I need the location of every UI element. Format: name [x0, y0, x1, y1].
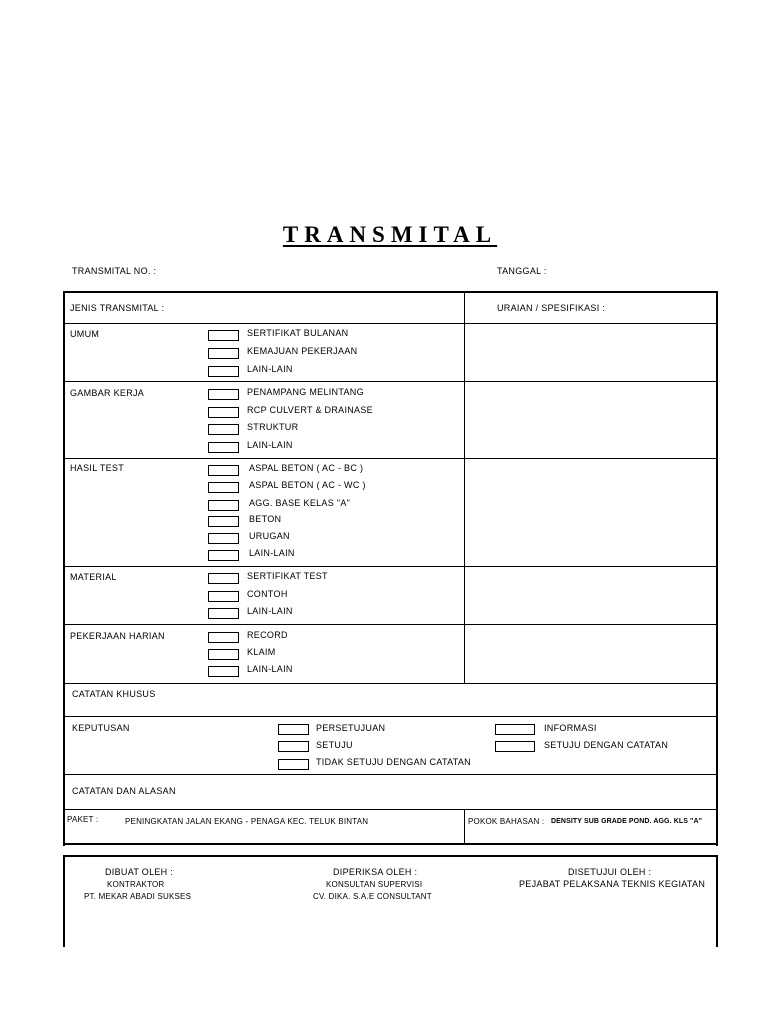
paket-value: PENINGKATAN JALAN EKANG - PENAGA KEC. TELUK BINTAN: [125, 817, 369, 826]
row-divider: [63, 683, 717, 684]
row-divider: [63, 323, 717, 324]
checkbox-record[interactable]: [208, 632, 239, 643]
checkbox-setuju-dengan-catatan[interactable]: [495, 741, 535, 752]
uraian-label: URAIAN / SPESIFIKASI :: [497, 303, 606, 313]
pejabat-role: PEJABAT PELAKSANA TEKNIS KEGIATAN: [519, 879, 706, 889]
option-label: URUGAN: [249, 531, 290, 541]
option-label: LAIN-LAIN: [247, 440, 293, 450]
checkbox-tidak-setuju[interactable]: [278, 759, 309, 770]
option-label: SETUJU: [316, 740, 353, 750]
checkbox-agg-base[interactable]: [208, 500, 239, 511]
checkbox-aspal-beton-bc[interactable]: [208, 465, 239, 476]
option-label: LAIN-LAIN: [247, 606, 293, 616]
checkbox-harian-lain-lain[interactable]: [208, 666, 239, 677]
row-divider: [63, 458, 717, 459]
kontraktor-role: KONTRAKTOR: [107, 880, 165, 889]
row-divider: [63, 716, 717, 717]
keputusan-label: KEPUTUSAN: [72, 723, 130, 733]
row-divider: [63, 566, 717, 567]
checkbox-struktur[interactable]: [208, 424, 239, 435]
table-bottom-border: [63, 843, 717, 845]
signature-right-border: [716, 855, 718, 947]
checkbox-kemajuan-pekerjaan[interactable]: [208, 348, 239, 359]
disetujui-oleh-heading: DISETUJUI OLEH :: [568, 867, 652, 877]
checkbox-informasi[interactable]: [495, 724, 535, 735]
checkbox-contoh[interactable]: [208, 591, 239, 602]
pokok-bahasan-value: DENSITY SUB GRADE POND. AGG. KLS "A": [551, 818, 703, 825]
checkbox-persetujuan[interactable]: [278, 724, 309, 735]
group-label-gambar-kerja: GAMBAR KERJA: [70, 388, 145, 398]
pokok-bahasan-label: POKOK BAHASAN :: [468, 817, 545, 826]
group-label-material: MATERIAL: [70, 572, 117, 582]
konsultan-role: KONSULTAN SUPERVISI: [326, 880, 423, 889]
transmital-no-label: TRANSMITAL NO. :: [72, 266, 157, 276]
checkbox-gambar-lain-lain[interactable]: [208, 442, 239, 453]
catatan-khusus-label: CATATAN KHUSUS: [72, 689, 156, 699]
option-label: TIDAK SETUJU DENGAN CATATAN: [316, 757, 471, 767]
diperiksa-oleh-heading: DIPERIKSA OLEH :: [333, 867, 418, 877]
page-title: TRANSMITAL: [282, 222, 498, 247]
jenis-transmital-label: JENIS TRANSMITAL :: [70, 303, 165, 313]
option-label: KEMAJUAN PEKERJAAN: [247, 346, 358, 356]
group-label-umum: UMUM: [70, 329, 100, 339]
paket-label: PAKET :: [67, 815, 99, 824]
checkbox-penampang-melintang[interactable]: [208, 389, 239, 400]
option-label: RECORD: [247, 630, 288, 640]
checkbox-hasil-lain-lain[interactable]: [208, 550, 239, 561]
option-label: SERTIFIKAT TEST: [247, 571, 328, 581]
group-label-hasil-test: HASIL TEST: [70, 463, 125, 473]
table-top-border: [63, 291, 717, 293]
group-label-pekerjaan-harian: PEKERJAAN HARIAN: [70, 631, 165, 641]
option-label: SETUJU DENGAN CATATAN: [544, 740, 669, 750]
checkbox-umum-lain-lain[interactable]: [208, 366, 239, 377]
checkbox-material-lain-lain[interactable]: [208, 608, 239, 619]
option-label: LAIN-LAIN: [247, 664, 293, 674]
row-divider: [63, 774, 717, 775]
checkbox-sertifikat-bulanan[interactable]: [208, 330, 239, 341]
option-label: LAIN-LAIN: [247, 364, 293, 374]
konsultan-name: CV. DIKA. S.A.E CONSULTANT: [313, 892, 432, 901]
option-label: ASPAL BETON ( AC - BC ): [249, 463, 364, 473]
checkbox-klaim[interactable]: [208, 649, 239, 660]
dibuat-oleh-heading: DIBUAT OLEH :: [105, 867, 174, 877]
paket-divider: [464, 810, 465, 844]
checkbox-aspal-beton-wc[interactable]: [208, 482, 239, 493]
table-left-border: [63, 291, 65, 846]
checkbox-setuju[interactable]: [278, 741, 309, 752]
checkbox-rcp-culvert[interactable]: [208, 407, 239, 418]
signature-left-border: [63, 855, 65, 947]
option-label: PERSETUJUAN: [316, 723, 386, 733]
option-label: LAIN-LAIN: [249, 548, 295, 558]
option-label: SERTIFIKAT BULANAN: [247, 328, 349, 338]
checkbox-beton[interactable]: [208, 516, 239, 527]
catatan-alasan-label: CATATAN DAN ALASAN: [72, 786, 176, 796]
row-divider: [63, 809, 717, 810]
row-divider: [63, 624, 717, 625]
tanggal-label: TANGGAL :: [497, 266, 547, 276]
table-right-border: [716, 291, 718, 846]
option-label: ASPAL BETON ( AC - WC ): [249, 480, 366, 490]
option-label: STRUKTUR: [247, 422, 299, 432]
row-divider: [63, 381, 717, 382]
option-label: KLAIM: [247, 647, 276, 657]
option-label: AGG. BASE KELAS "A": [249, 498, 351, 508]
checkbox-urugan[interactable]: [208, 533, 239, 544]
option-label: CONTOH: [247, 589, 288, 599]
option-label: RCP CULVERT & DRAINASE: [247, 405, 373, 415]
option-label: PENAMPANG MELINTANG: [247, 387, 364, 397]
option-label: BETON: [249, 514, 282, 524]
signature-top-border: [63, 855, 717, 857]
option-label: INFORMASI: [544, 723, 597, 733]
kontraktor-name: PT. MEKAR ABADI SUKSES: [84, 892, 192, 901]
checkbox-sertifikat-test[interactable]: [208, 573, 239, 584]
